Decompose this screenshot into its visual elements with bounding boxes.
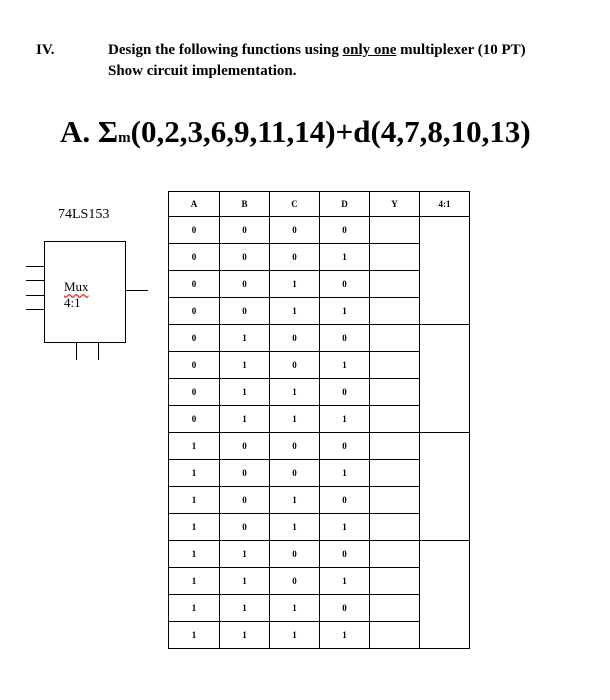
cell-d: 0 xyxy=(320,325,370,352)
cell-c: 1 xyxy=(270,595,320,622)
cell-c: 0 xyxy=(270,460,320,487)
mux-input-line-1 xyxy=(26,280,44,281)
cell-c: 1 xyxy=(270,514,320,541)
cell-c: 1 xyxy=(270,271,320,298)
instruction-emphasis: only one xyxy=(342,42,397,58)
cell-a: 0 xyxy=(169,298,220,325)
cell-mux-group[interactable] xyxy=(420,217,470,325)
cell-y[interactable] xyxy=(370,460,420,487)
cell-b: 0 xyxy=(220,514,270,541)
header-d: D xyxy=(320,192,370,217)
cell-b: 1 xyxy=(220,379,270,406)
cell-b: 0 xyxy=(220,244,270,271)
cell-b: 0 xyxy=(220,217,270,244)
cell-b: 0 xyxy=(220,460,270,487)
cell-c: 1 xyxy=(270,487,320,514)
cell-d: 0 xyxy=(320,541,370,568)
cell-y[interactable] xyxy=(370,325,420,352)
cell-y[interactable] xyxy=(370,379,420,406)
truth-table xyxy=(168,191,470,649)
cell-d: 1 xyxy=(320,244,370,271)
instruction-text-pre: Design the following functions using xyxy=(108,42,343,58)
mux-output-line xyxy=(126,290,148,291)
expression-prefix: A. Σ xyxy=(60,114,119,149)
cell-c: 1 xyxy=(270,406,320,433)
header-mux: 4:1 xyxy=(420,192,470,217)
cell-c: 0 xyxy=(270,433,320,460)
cell-c: 0 xyxy=(270,217,320,244)
cell-y[interactable] xyxy=(370,406,420,433)
cell-d: 1 xyxy=(320,568,370,595)
question-subinstruction: Show circuit implementation. xyxy=(108,63,297,79)
truth-table-header-row xyxy=(169,192,470,217)
cell-c: 0 xyxy=(270,352,320,379)
cell-mux-group[interactable] xyxy=(420,325,470,433)
table-row xyxy=(169,433,470,460)
cell-y[interactable] xyxy=(370,541,420,568)
cell-b: 0 xyxy=(220,433,270,460)
cell-b: 1 xyxy=(220,406,270,433)
cell-c: 0 xyxy=(270,244,320,271)
function-expression xyxy=(60,114,531,150)
truth-table-body xyxy=(169,217,470,649)
cell-mux-group[interactable] xyxy=(420,541,470,649)
cell-b: 1 xyxy=(220,352,270,379)
cell-b: 0 xyxy=(220,487,270,514)
mux-input-line-3 xyxy=(26,309,44,310)
mux-name: Mux xyxy=(64,279,89,294)
cell-y[interactable] xyxy=(370,271,420,298)
cell-y[interactable] xyxy=(370,595,420,622)
cell-a: 1 xyxy=(169,541,220,568)
cell-mux-group[interactable] xyxy=(420,433,470,541)
cell-a: 1 xyxy=(169,460,220,487)
cell-c: 0 xyxy=(270,325,320,352)
cell-y[interactable] xyxy=(370,514,420,541)
cell-y[interactable] xyxy=(370,568,420,595)
cell-d: 0 xyxy=(320,217,370,244)
cell-a: 1 xyxy=(169,568,220,595)
cell-a: 0 xyxy=(169,217,220,244)
cell-a: 1 xyxy=(169,514,220,541)
cell-c: 1 xyxy=(270,379,320,406)
cell-c: 1 xyxy=(270,622,320,649)
header-y: Y xyxy=(370,192,420,217)
table-row xyxy=(169,217,470,244)
cell-b: 0 xyxy=(220,298,270,325)
cell-a: 0 xyxy=(169,244,220,271)
mux-label xyxy=(64,279,89,311)
cell-d: 0 xyxy=(320,487,370,514)
table-row xyxy=(169,541,470,568)
cell-b: 0 xyxy=(220,271,270,298)
cell-a: 1 xyxy=(169,622,220,649)
mux-select-line-0 xyxy=(76,343,77,360)
cell-a: 0 xyxy=(169,271,220,298)
mux-select-line-1 xyxy=(98,343,99,360)
cell-b: 1 xyxy=(220,541,270,568)
table-row xyxy=(169,325,470,352)
cell-a: 1 xyxy=(169,487,220,514)
cell-a: 0 xyxy=(169,406,220,433)
cell-d: 1 xyxy=(320,514,370,541)
cell-y[interactable] xyxy=(370,298,420,325)
cell-y[interactable] xyxy=(370,217,420,244)
cell-d: 1 xyxy=(320,622,370,649)
cell-y[interactable] xyxy=(370,433,420,460)
expression-terms: (0,2,3,6,9,11,14)+d(4,7,8,10,13) xyxy=(130,114,531,149)
cell-d: 0 xyxy=(320,595,370,622)
cell-b: 1 xyxy=(220,622,270,649)
question-number: IV. xyxy=(36,42,55,58)
cell-d: 0 xyxy=(320,433,370,460)
cell-y[interactable] xyxy=(370,352,420,379)
cell-d: 1 xyxy=(320,406,370,433)
mux-input-line-2 xyxy=(26,295,44,296)
cell-d: 1 xyxy=(320,460,370,487)
cell-b: 1 xyxy=(220,325,270,352)
question-instruction xyxy=(108,42,526,59)
cell-a: 0 xyxy=(169,352,220,379)
mux-input-line-0 xyxy=(26,266,44,267)
cell-a: 0 xyxy=(169,325,220,352)
instruction-text-post: multiplexer (10 PT) xyxy=(396,42,526,58)
cell-c: 0 xyxy=(270,568,320,595)
header-b: B xyxy=(220,192,270,217)
header-c: C xyxy=(270,192,320,217)
cell-c: 1 xyxy=(270,298,320,325)
cell-b: 1 xyxy=(220,568,270,595)
cell-y[interactable] xyxy=(370,622,420,649)
chip-part-number: 74LS153 xyxy=(58,207,110,222)
cell-d: 0 xyxy=(320,379,370,406)
cell-a: 1 xyxy=(169,433,220,460)
cell-a: 0 xyxy=(169,379,220,406)
cell-b: 1 xyxy=(220,595,270,622)
expression-subscript: m xyxy=(118,130,131,146)
mux-ratio: 4:1 xyxy=(64,295,81,310)
header-a: A xyxy=(169,192,220,217)
cell-d: 0 xyxy=(320,271,370,298)
cell-c: 0 xyxy=(270,541,320,568)
cell-y[interactable] xyxy=(370,487,420,514)
cell-d: 1 xyxy=(320,352,370,379)
cell-a: 1 xyxy=(169,595,220,622)
cell-d: 1 xyxy=(320,298,370,325)
cell-y[interactable] xyxy=(370,244,420,271)
